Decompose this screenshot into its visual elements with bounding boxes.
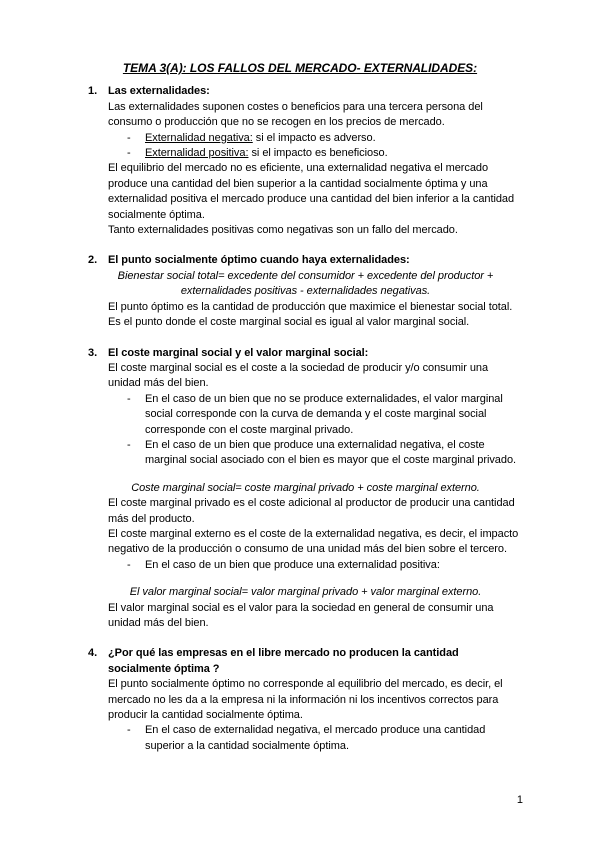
paragraph: El coste marginal externo es el coste de la externalidad negativa, es decir, el impacto negativo de la producción o consumo de una unidad más del bien sobre el tercero. xyxy=(108,527,519,556)
section-libre-mercado xyxy=(88,646,523,754)
section-heading: ¿Por qué las empresas en el libre mercado no producen la cantidad socialmente óptima ? xyxy=(108,647,459,675)
section-body xyxy=(108,361,523,632)
paragraph: El punto socialmente óptimo no corresponde al equilibrio del mercado, es decir, el mercado no les da a la empresa ni la información ni los incentivos correctos para producir la cantidad socialmente óptima. xyxy=(108,678,503,722)
section-number: 2. xyxy=(88,254,98,267)
bullet-dash: - xyxy=(127,724,131,737)
section-number: 1. xyxy=(88,85,98,98)
section-heading-row xyxy=(88,646,523,677)
paragraph: El coste marginal privado es el coste adicional al productor de producir una cantidad más del producto. xyxy=(108,497,515,525)
formula-valor-marginal: El valor marginal social= valor marginal privado + valor marginal externo. xyxy=(129,586,482,599)
bullet-item xyxy=(108,131,523,146)
formula-bienestar-social: Bienestar social total= excedente del consumidor + excedente del productor + externalidades positivas - externalidades negativas. xyxy=(117,269,494,298)
bullet-item xyxy=(108,146,523,161)
bullet-lead-underlined: Externalidad negativa: xyxy=(145,131,253,144)
section-heading-row xyxy=(88,346,523,361)
bullet-dash: - xyxy=(127,558,131,571)
bullet-dash: - xyxy=(127,131,131,144)
section-coste-marginal xyxy=(88,346,523,632)
bullet-text: En el caso de externalidad negativa, el mercado produce una cantidad superior a la cantidad socialmente óptima. xyxy=(145,724,486,752)
paragraph: El equilibrio del mercado no es eficiente, una externalidad negativa el mercado produce una cantidad del bien superior a la cantidad socialmente óptima y una externalidad positiva el mercado produce una cantidad del bien inferior a la cantidad socialmente óptima. xyxy=(108,162,515,221)
bullet-dash: - xyxy=(127,147,131,160)
bullet-text: En el caso de un bien que produce una externalidad positiva: xyxy=(145,558,440,571)
paragraph: El coste marginal social es el coste a la sociedad de producir y/o consumir una unidad más del bien. xyxy=(108,361,489,390)
section-punto-optimo xyxy=(88,253,523,330)
section-externalidades xyxy=(88,84,523,238)
bullet-item xyxy=(108,392,523,438)
bullet-lead-underlined: Externalidad positiva: xyxy=(145,147,249,160)
bullet-text xyxy=(145,146,523,161)
paragraph: El valor marginal social es el valor para la sociedad en general de consumir una unidad más del bien. xyxy=(108,601,494,629)
bullet-item xyxy=(108,438,523,469)
bullet-dash: - xyxy=(127,438,131,451)
section-number: 3. xyxy=(88,346,98,359)
bullet-rest: si el impacto es beneficioso. xyxy=(248,147,388,160)
section-heading-row xyxy=(88,84,523,99)
bullet-text xyxy=(145,131,523,146)
page-number: 1 xyxy=(516,794,523,806)
bullet-text: En el caso de un bien que no se produce externalidades, el valor marginal social corresponde con la curva de demanda y el coste marginal social corresponde con el coste marginal privado. xyxy=(145,392,503,436)
bullet-dash: - xyxy=(127,392,131,405)
section-body xyxy=(108,677,523,754)
doc-title: TEMA 3(A): LOS FALLOS DEL MERCADO- EXTERNALIDADES: xyxy=(122,61,478,75)
section-heading: El punto socialmente óptimo cuando haya externalidades: xyxy=(108,254,410,267)
bullet-item xyxy=(108,558,523,573)
section-heading: Las externalidades: xyxy=(108,85,210,98)
formula-coste-marginal: Coste marginal social= coste marginal privado + coste marginal externo. xyxy=(131,481,480,494)
bullet-text: En el caso de un bien que produce una externalidad negativa, el coste marginal social asociado con el bien es mayor que el coste marginal privado. xyxy=(145,438,517,467)
section-number: 4. xyxy=(88,647,98,660)
paragraph: El punto óptimo es la cantidad de producción que maximice el bienestar social total. Es el punto donde el coste marginal social es igual al valor marginal social. xyxy=(108,300,513,329)
section-body xyxy=(108,100,523,239)
paragraph: Las externalidades suponen costes o beneficios para una tercera persona del consumo o producción que no se recogen en los precios de mercado. xyxy=(108,100,483,129)
section-heading: El coste marginal social y el valor marginal social: xyxy=(108,346,369,359)
bullet-rest: si el impacto es adverso. xyxy=(252,131,376,144)
section-body xyxy=(108,269,523,331)
section-heading-row xyxy=(88,253,523,268)
bullet-item xyxy=(108,723,523,754)
paragraph: Tanto externalidades positivas como negativas son un fallo del mercado. xyxy=(108,224,458,237)
